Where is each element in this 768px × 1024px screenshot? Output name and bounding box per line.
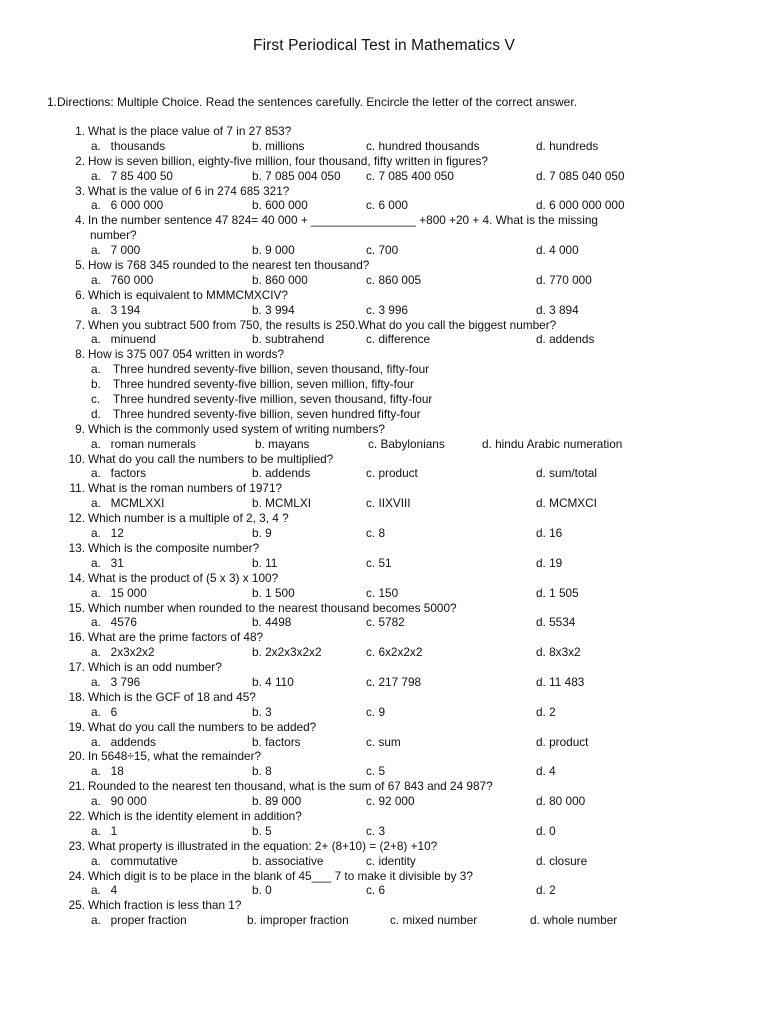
choice-text: Three hundred seventy-five billion, seven hundred fifty-four [113, 406, 421, 421]
question-number: 23. [68, 838, 85, 853]
answer-choice[interactable]: d. hindu Arabic numeration [482, 436, 623, 451]
answer-choice[interactable]: d. 80 000 [536, 794, 586, 809]
question-text: When you subtract 500 from 750, the results is 250.What do you call the biggest number? [88, 317, 557, 332]
question-item [0, 809, 768, 839]
question-number: 18. [68, 689, 85, 704]
answer-choice[interactable] [0, 377, 768, 392]
answer-choice[interactable]: c. 51 [366, 555, 392, 570]
question-text: Which is the identity element in addition? [88, 808, 302, 823]
question-text: What is the product of (5 x 3) x 100? [88, 570, 279, 585]
question-line [0, 288, 768, 303]
question-line [0, 511, 768, 526]
answer-choice[interactable]: c. 6 000 [366, 198, 408, 213]
answer-choice[interactable]: d. 8x3x2 [536, 645, 581, 660]
question-number: 4. [75, 213, 85, 228]
answer-choice[interactable]: c. sum [366, 734, 401, 749]
answer-choice[interactable]: b. 7 085 004 050 [252, 168, 341, 183]
answer-choice[interactable]: a. 4 [91, 883, 118, 898]
question-text: Which is the commonly used system of writing numbers? [88, 421, 385, 436]
choices-row [0, 437, 768, 452]
question-item [0, 898, 768, 928]
answer-choice[interactable]: b. 2x2x3x2x2 [252, 645, 322, 660]
answer-choice[interactable]: c. mixed number [390, 913, 478, 928]
choice-text: Three hundred seventy-five billion, seven million, fifty-four [113, 377, 414, 392]
answer-choice[interactable]: a. 760 000 [91, 272, 154, 287]
answer-choice[interactable]: d. 16 [536, 526, 563, 541]
question-item [0, 213, 768, 258]
answer-choice[interactable]: c. difference [366, 332, 431, 347]
question-line [0, 690, 768, 705]
question-item [0, 154, 768, 184]
answer-choice[interactable]: b. 4 110 [252, 674, 294, 689]
choices-row [0, 764, 768, 779]
answer-choice[interactable]: d. 4 [536, 764, 556, 779]
question-number: 24. [68, 868, 85, 883]
question-item [0, 571, 768, 601]
answer-choice[interactable]: a. factors [91, 466, 147, 481]
choices-row [0, 243, 768, 258]
answer-choice[interactable]: d. 2 [536, 883, 556, 898]
question-line [0, 749, 768, 764]
answer-choice[interactable]: d. addends [536, 332, 595, 347]
question-text: In 5648÷15, what the remainder? [88, 749, 262, 764]
choice-text: Three hundred seventy-five billion, seven thousand, fifty-four [113, 362, 430, 377]
answer-choice[interactable]: d. 3 894 [536, 302, 579, 317]
choice-letter: a. [91, 362, 101, 377]
answer-choice[interactable]: c. Babylonians [368, 436, 445, 451]
choices-row [0, 466, 768, 481]
answer-choice[interactable]: a. 90 000 [91, 794, 147, 809]
answer-choice[interactable]: d. 770 000 [536, 272, 592, 287]
choices-row [0, 883, 768, 898]
question-line [0, 720, 768, 735]
question-text: How is 768 345 rounded to the nearest ten thousand? [88, 258, 370, 273]
question-item [0, 749, 768, 779]
question-item [0, 318, 768, 348]
question-number: 10. [68, 451, 85, 466]
question-line [0, 541, 768, 556]
choice-letter: b. [91, 377, 101, 392]
answer-choice[interactable]: a. 12 [91, 526, 124, 541]
question-item [0, 630, 768, 660]
question-text: In the number sentence 47 824= 40 000 + ________________ +800 +20 + 4. What is the missing [88, 213, 598, 228]
answer-choice[interactable]: a. addends [91, 734, 156, 749]
answer-choice[interactable]: a. 7 85 400 50 [91, 168, 173, 183]
question-line [0, 452, 768, 467]
question-number: 20. [68, 749, 85, 764]
question-text: Which fraction is less than 1? [88, 898, 242, 913]
answer-choice[interactable]: d. 11 483 [536, 674, 585, 689]
answer-choice[interactable]: b. 3 994 [252, 302, 295, 317]
choices-row [0, 332, 768, 347]
question-number: 3. [75, 183, 85, 198]
question-text: Which is an odd number? [88, 660, 222, 675]
question-number: 14. [68, 570, 85, 585]
question-item [0, 422, 768, 452]
question-line [0, 601, 768, 616]
answer-choice[interactable]: c. 150 [366, 585, 399, 600]
answer-choice[interactable]: c. 92 000 [366, 794, 415, 809]
question-item [0, 184, 768, 214]
answer-choice[interactable]: d. sum/total [536, 466, 597, 481]
question-number: 7. [75, 317, 85, 332]
question-number: 6. [75, 287, 85, 302]
question-number: 13. [68, 540, 85, 555]
answer-choice[interactable]: c. identity [366, 853, 416, 868]
question-number: 9. [75, 421, 85, 436]
answer-choice[interactable]: a. 18 [91, 764, 124, 779]
choices-row [0, 273, 768, 288]
answer-choice[interactable]: b. MCMLXI [252, 496, 311, 511]
answer-choice[interactable]: a. MCMLXXI [91, 496, 165, 511]
choices-row [0, 198, 768, 213]
answer-choice[interactable]: d. product [536, 734, 589, 749]
question-number: 5. [75, 258, 85, 273]
question-number: 22. [68, 808, 85, 823]
question-text: What property is illustrated in the equation: 2+ (8+10) = (2+8) +10? [88, 838, 438, 853]
answer-choice[interactable]: d. 5534 [536, 615, 576, 630]
choices-row [0, 824, 768, 839]
question-text: Which is the GCF of 18 and 45? [88, 689, 256, 704]
question-text: What are the prime factors of 48? [88, 630, 264, 645]
answer-choice[interactable]: b. 89 000 [252, 794, 302, 809]
answer-choice[interactable] [0, 362, 768, 377]
question-number: 19. [68, 719, 85, 734]
answer-choice[interactable]: c. 860 005 [366, 272, 422, 287]
answer-choice[interactable]: b. improper fraction [247, 913, 349, 928]
question-text: Which digit is to be place in the blank of 45___ 7 to make it divisible by 3? [88, 868, 473, 883]
question-text: What do you call the numbers to be added? [88, 719, 317, 734]
answer-choice[interactable]: c. 5782 [366, 615, 405, 630]
answer-choice[interactable]: b. 860 000 [252, 272, 308, 287]
question-item [0, 660, 768, 690]
question-item [0, 511, 768, 541]
answer-choice[interactable]: d. whole number [530, 913, 618, 928]
answer-choice[interactable]: b. 5 [252, 823, 272, 838]
question-line [0, 630, 768, 645]
question-item [0, 347, 768, 421]
answer-choice[interactable]: c. 6x2x2x2 [366, 645, 423, 660]
choices-row [0, 675, 768, 690]
choices-row [0, 169, 768, 184]
choice-letter: d. [91, 406, 101, 421]
question-item [0, 779, 768, 809]
answer-choice[interactable]: b. subtrahend [252, 332, 325, 347]
choices-row [0, 735, 768, 750]
choices-row [0, 586, 768, 601]
answer-choice[interactable]: b. millions [252, 138, 305, 153]
answer-choice[interactable]: d. 0 [536, 823, 556, 838]
answer-choice[interactable]: b. addends [252, 466, 311, 481]
question-list [0, 124, 768, 928]
question-number: 8. [75, 347, 85, 362]
answer-choice[interactable]: d. closure [536, 853, 588, 868]
choices-row [0, 615, 768, 630]
answer-choice[interactable]: a. 3 194 [91, 302, 141, 317]
answer-choice[interactable]: a. 6 000 000 [91, 198, 164, 213]
question-text-continued: number? [90, 228, 137, 243]
question-text: Rounded to the nearest ten thousand, what is the sum of 67 843 and 24 987? [88, 779, 493, 794]
answer-choice[interactable]: d. 2 [536, 704, 556, 719]
answer-choice[interactable]: c. product [366, 466, 418, 481]
answer-choice[interactable]: a. 2x3x2x2 [91, 645, 155, 660]
answer-choice[interactable]: b. associative [252, 853, 324, 868]
question-line [0, 422, 768, 437]
answer-choice[interactable]: a. minuend [91, 332, 156, 347]
answer-choice[interactable]: a. 1 [91, 823, 118, 838]
answer-choice[interactable]: b. 8 [252, 764, 272, 779]
answer-choice[interactable]: a. 3 796 [91, 674, 141, 689]
choices-row [0, 705, 768, 720]
question-text: Which is the composite number? [88, 540, 260, 555]
choices-row [0, 139, 768, 154]
question-line [0, 809, 768, 824]
question-line [0, 124, 768, 139]
question-text: Which number is a multiple of 2, 3, 4 ? [88, 511, 289, 526]
question-text: What is the roman numbers of 1971? [88, 481, 283, 496]
choices-row [0, 913, 768, 928]
answer-choice[interactable]: c. 3 996 [366, 302, 408, 317]
question-line [0, 481, 768, 496]
question-number: 2. [75, 153, 85, 168]
answer-choice[interactable]: b. 9 000 [252, 243, 295, 258]
question-line [0, 779, 768, 794]
answer-choice[interactable]: c. 217 798 [366, 674, 422, 689]
answer-choice[interactable]: c. 7 085 400 050 [366, 168, 454, 183]
answer-choice[interactable]: c. hundred thousands [366, 138, 480, 153]
question-item [0, 601, 768, 631]
answer-choice[interactable]: d. hundreds [536, 138, 599, 153]
question-line [0, 869, 768, 884]
question-item [0, 124, 768, 154]
answer-choice[interactable]: a. 31 [91, 555, 124, 570]
answer-choice[interactable]: b. 9 [252, 526, 272, 541]
question-item [0, 839, 768, 869]
answer-choice[interactable]: d. 1 505 [536, 585, 579, 600]
answer-choice[interactable]: b. 1 500 [252, 585, 295, 600]
question-number: 11. [69, 481, 85, 496]
question-line [0, 571, 768, 586]
question-text: How is seven billion, eighty-five million, four thousand, fifty written in figures? [88, 153, 488, 168]
question-item [0, 481, 768, 511]
answer-choice[interactable]: b. factors [252, 734, 301, 749]
question-text: What do you call the numbers to be multiplied? [88, 451, 334, 466]
question-line [0, 318, 768, 333]
question-item [0, 541, 768, 571]
answer-choice[interactable]: b. 4498 [252, 615, 292, 630]
choice-letter: c. [91, 392, 101, 407]
answer-choice[interactable]: a. roman numerals [91, 436, 196, 451]
choices-row [0, 526, 768, 541]
answer-choice[interactable]: b. mayans [255, 436, 310, 451]
question-item [0, 869, 768, 899]
answer-choice[interactable] [0, 407, 768, 422]
answer-choice[interactable]: c. 3 [366, 823, 386, 838]
choices-row [0, 556, 768, 571]
answer-choice[interactable]: d. 6 000 000 000 [536, 198, 625, 213]
question-number: 21. [68, 779, 85, 794]
question-line [0, 839, 768, 854]
answer-choice[interactable]: c. IIXVIII [366, 496, 411, 511]
answer-choice[interactable]: c. 8 [366, 526, 386, 541]
answer-choice[interactable]: b. 0 [252, 883, 272, 898]
question-text: What is the value of 6 in 274 685 321? [88, 183, 290, 198]
answer-choice[interactable]: a. 4576 [91, 615, 137, 630]
choice-text: Three hundred seventy-five million, seven thousand, fifty-four [113, 392, 433, 407]
answer-choice[interactable]: a. 6 [91, 704, 118, 719]
question-text: Which number when rounded to the nearest thousand becomes 5000? [88, 600, 457, 615]
question-item [0, 258, 768, 288]
answer-choice[interactable]: a. proper fraction [91, 913, 187, 928]
answer-choice[interactable]: a. commutative [91, 853, 178, 868]
answer-choice[interactable]: c. 9 [366, 704, 386, 719]
answer-choice[interactable]: b. 3 [252, 704, 272, 719]
question-line [0, 898, 768, 913]
question-number: 12. [68, 511, 85, 526]
question-text: Which is equivalent to MMMCMXCIV? [88, 287, 288, 302]
directions-text: 1.Directions: Multiple Choice. Read the sentences carefully. Encircle the letter of the correct answer. [47, 95, 578, 109]
answer-choice[interactable]: c. 6 [366, 883, 386, 898]
question-number: 17. [68, 660, 85, 675]
page-title: First Periodical Test in Mathematics V [253, 37, 515, 54]
question-number: 1. [75, 124, 85, 138]
question-text: What is the place value of 7 in 27 853? [88, 124, 292, 138]
question-item [0, 720, 768, 750]
choices-row [0, 303, 768, 318]
question-number: 16. [68, 630, 85, 645]
question-item [0, 690, 768, 720]
question-number: 15. [68, 600, 85, 615]
answer-choice[interactable]: a. 7 000 [91, 243, 141, 258]
answer-choice[interactable]: d. 4 000 [536, 243, 579, 258]
choices-row [0, 645, 768, 660]
question-item [0, 288, 768, 318]
answer-choice[interactable]: b. 600 000 [252, 198, 308, 213]
choices-row [0, 794, 768, 809]
question-line [0, 258, 768, 273]
question-number: 25. [68, 898, 85, 913]
answer-choice[interactable]: d. 7 085 040 050 [536, 168, 625, 183]
answer-choice[interactable]: c. 700 [366, 243, 399, 258]
question-line [0, 154, 768, 169]
answer-choice[interactable]: c. 5 [366, 764, 386, 779]
answer-choice[interactable]: d. MCMXCI [536, 496, 597, 511]
answer-choice[interactable]: d. 19 [536, 555, 563, 570]
question-line [0, 213, 768, 228]
answer-choice[interactable]: a. 15 000 [91, 585, 147, 600]
question-item [0, 452, 768, 482]
question-line [0, 184, 768, 199]
question-line [0, 347, 768, 362]
question-line [0, 660, 768, 675]
answer-choice[interactable]: a. thousands [91, 138, 166, 153]
choices-row [0, 854, 768, 869]
answer-choice[interactable] [0, 392, 768, 407]
choices-row [0, 496, 768, 511]
question-text: How is 375 007 054 written in words? [88, 347, 285, 362]
answer-choice[interactable]: b. 11 [252, 555, 278, 570]
